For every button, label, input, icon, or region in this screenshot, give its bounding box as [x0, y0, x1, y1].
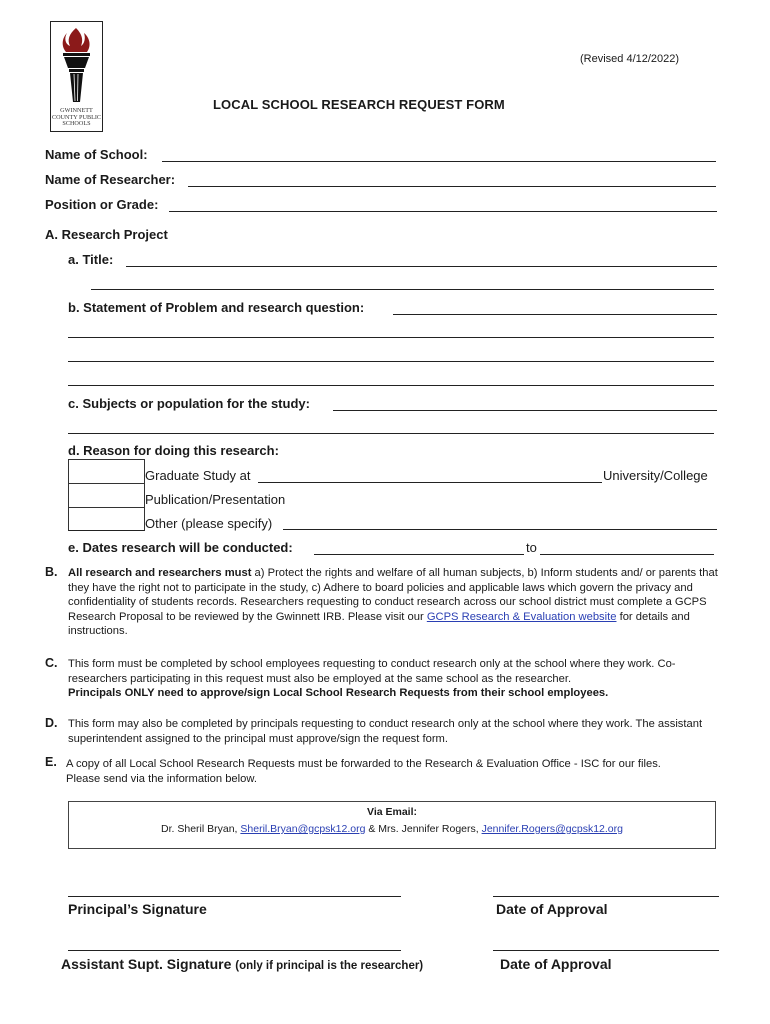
other-checkbox[interactable] [68, 507, 145, 531]
asst-signature-text: Assistant Supt. Signature [61, 956, 232, 972]
reason-label: d. Reason for doing this research: [68, 443, 279, 458]
subjects-field-line[interactable] [333, 410, 717, 411]
other-label: Other (please specify) [145, 516, 273, 531]
dates-to-label: to [526, 540, 537, 555]
school-field-line[interactable] [162, 161, 716, 162]
form-title: LOCAL SCHOOL RESEARCH REQUEST FORM [213, 97, 505, 112]
section-b-bold: All research and researchers must [68, 567, 252, 579]
position-field-line[interactable] [169, 211, 717, 212]
publication-checkbox[interactable] [68, 483, 145, 508]
statement-field-line-2[interactable] [68, 337, 714, 338]
school-label: Name of School: [45, 147, 148, 162]
researcher-field-line[interactable] [188, 186, 716, 187]
other-field-line[interactable] [283, 529, 717, 530]
university-field-line[interactable] [258, 482, 602, 483]
section-c-letter: C. [45, 656, 58, 670]
asst-signature-note: (only if principal is the researcher) [235, 960, 424, 972]
section-c-bold: Principals ONLY need to approve/sign Local School Research Requests from their school employees. [68, 687, 609, 700]
section-a-heading: A. Research Project [45, 227, 168, 242]
email-link-bryan[interactable]: Sheril.Bryan@gcpsk12.org [240, 823, 366, 835]
graduate-study-checkbox[interactable] [68, 459, 145, 484]
research-website-link[interactable]: GCPS Research & Evaluation website [426, 610, 617, 623]
logo-text: GWINNETT COUNTY PUBLIC SCHOOLS [51, 107, 102, 128]
asst-signature-line[interactable] [68, 950, 401, 951]
section-c-text [68, 657, 718, 701]
approval-date-line-1[interactable] [493, 896, 719, 897]
section-c-body: This form must be completed by school employees requesting to conduct research only at the school where they work. Co-researchers participating in this request must also be employed at the same school as the researcher. [68, 658, 676, 685]
section-b-text [68, 566, 718, 639]
graduate-study-label: Graduate Study at [145, 468, 251, 483]
section-d-text: This form may also be completed by principals requesting to conduct research only at the school where they work. The assistant superintendent assigned to the principal must approve/sign the request form. [68, 718, 703, 745]
principal-signature-label: Principal’s Signature [68, 901, 207, 917]
email-middle: & Mrs. Jennifer Rogers, [365, 823, 482, 835]
subjects-field-line-2[interactable] [68, 433, 714, 434]
dates-label: e. Dates research will be conducted: [68, 540, 293, 555]
statement-field-line-3[interactable] [68, 361, 714, 362]
section-b-body: a) Protect the rights and welfare of all human subjects, b) Inform students and/ or parents that they have the right not to participate in the study, c) Adhere to board policies and applicable laws which govern the privacy and confidentiality of students records. Researchers requesting to conduct research across our school district must complete a GCPS Research Proposal to be reviewed by the Gwinnett IRB. Please visit our [68, 567, 718, 623]
end-date-line[interactable] [540, 554, 714, 555]
section-b-letter: B. [45, 565, 58, 579]
email-box [68, 801, 716, 849]
email-link-rogers[interactable]: Jennifer.Rogers@gcpsk12.org [481, 823, 623, 835]
statement-field-line-4[interactable] [68, 385, 714, 386]
email-contacts [69, 823, 715, 835]
title-label: a. Title: [68, 252, 114, 267]
researcher-label: Name of Researcher: [45, 172, 176, 187]
email-prefix: Dr. Sheril Bryan, [161, 823, 241, 835]
start-date-line[interactable] [314, 554, 524, 555]
revised-date: (Revised 4/12/2022) [580, 53, 680, 65]
position-label: Position or Grade: [45, 197, 159, 212]
email-heading: Via Email: [367, 806, 417, 818]
approval-date-label-1: Date of Approval [496, 901, 608, 917]
section-e-text: A copy of all Local School Research Requests must be forwarded to the Research & Evaluation Office - ISC for our files. Please send via the information below. [66, 758, 661, 785]
principal-signature-line[interactable] [68, 896, 401, 897]
title-field-line-2[interactable] [91, 289, 714, 290]
approval-date-line-2[interactable] [493, 950, 719, 951]
publication-label: Publication/Presentation [145, 492, 286, 507]
statement-field-line[interactable] [393, 314, 717, 315]
torch-icon [51, 24, 102, 104]
section-e-letter: E. [45, 755, 57, 769]
approval-date-label-2: Date of Approval [500, 956, 612, 972]
subjects-label: c. Subjects or population for the study: [68, 396, 310, 411]
gcps-logo [50, 21, 103, 132]
asst-signature-label [61, 956, 423, 972]
university-label: University/College [603, 468, 708, 483]
section-d-letter: D. [45, 716, 58, 730]
statement-label: b. Statement of Problem and research question: [68, 300, 365, 315]
title-field-line[interactable] [126, 266, 717, 267]
section-b-tail: for details and instructions. [68, 610, 690, 638]
